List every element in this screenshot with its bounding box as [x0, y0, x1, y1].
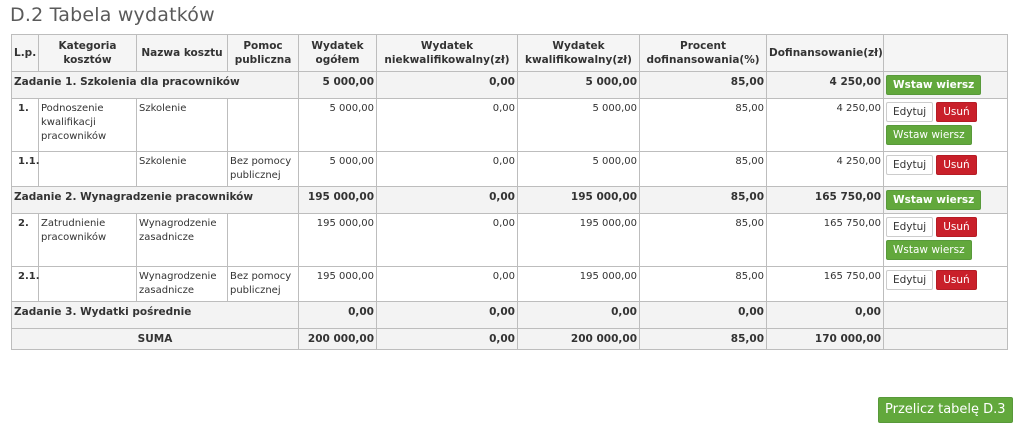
row-actions: [884, 99, 1008, 152]
header-percent: Procent dofinansowania(%): [640, 35, 767, 72]
row-total: 5 000,00: [299, 99, 377, 152]
header-category: Kategoria kosztów: [39, 35, 137, 72]
row-aid: Bez pomocy publicznej: [228, 267, 299, 302]
row-funding: 4 250,00: [767, 152, 884, 187]
header-lp: L.p.: [12, 35, 39, 72]
header-funding: Dofinansowanie(zł): [767, 35, 884, 72]
table-row: [12, 152, 1008, 187]
page-title: D.2 Tabela wydatków: [10, 4, 215, 26]
row-eligible: 195 000,00: [518, 214, 640, 267]
task-noneligible: 0,00: [377, 187, 518, 214]
row-category: [39, 152, 137, 187]
task-eligible: 0,00: [518, 302, 640, 329]
row-noneligible: 0,00: [377, 214, 518, 267]
table-header-row: [12, 35, 1008, 72]
row-name: Szkolenie: [137, 152, 228, 187]
task-row: [12, 187, 1008, 214]
row-funding: 165 750,00: [767, 267, 884, 302]
task-row: [12, 302, 1008, 329]
row-category: [39, 267, 137, 302]
row-name: Wynagrodzenie zasadnicze: [137, 214, 228, 267]
header-noneligible: Wydatek niekwalifikowalny(zł): [377, 35, 518, 72]
row-total: 195 000,00: [299, 267, 377, 302]
delete-button[interactable]: Usuń: [936, 270, 976, 290]
row-lp: 1.1.: [12, 152, 39, 187]
row-category: Zatrudnienie pracowników: [39, 214, 137, 267]
table-row: [12, 214, 1008, 267]
task-percent: 85,00: [640, 187, 767, 214]
delete-button[interactable]: Usuń: [936, 102, 976, 122]
task-total: 5 000,00: [299, 72, 377, 99]
sum-noneligible: 0,00: [377, 329, 518, 350]
task-actions: [884, 302, 1008, 329]
task-noneligible: 0,00: [377, 72, 518, 99]
row-eligible: 5 000,00: [518, 152, 640, 187]
header-actions: [884, 35, 1008, 72]
edit-button[interactable]: Edytuj: [886, 217, 933, 237]
recalculate-table-button[interactable]: Przelicz tabelę D.3: [878, 397, 1013, 423]
expense-table: [11, 34, 1008, 350]
row-percent: 85,00: [640, 152, 767, 187]
task-eligible: 195 000,00: [518, 187, 640, 214]
row-actions: [884, 214, 1008, 267]
insert-row-button[interactable]: Wstaw wiersz: [886, 75, 981, 95]
task-actions: [884, 72, 1008, 99]
task-row: [12, 72, 1008, 99]
row-name: Wynagrodzenie zasadnicze: [137, 267, 228, 302]
task-percent: 85,00: [640, 72, 767, 99]
row-lp: 1.: [12, 99, 39, 152]
edit-button[interactable]: Edytuj: [886, 270, 933, 290]
header-total: Wydatek ogółem: [299, 35, 377, 72]
row-aid: [228, 99, 299, 152]
table-row: [12, 267, 1008, 302]
row-noneligible: 0,00: [377, 99, 518, 152]
sum-funding: 170 000,00: [767, 329, 884, 350]
edit-button[interactable]: Edytuj: [886, 102, 933, 122]
row-funding: 4 250,00: [767, 99, 884, 152]
sum-eligible: 200 000,00: [518, 329, 640, 350]
row-total: 195 000,00: [299, 214, 377, 267]
row-percent: 85,00: [640, 99, 767, 152]
row-actions: [884, 267, 1008, 302]
row-eligible: 5 000,00: [518, 99, 640, 152]
row-name: Szkolenie: [137, 99, 228, 152]
row-total: 5 000,00: [299, 152, 377, 187]
task-eligible: 5 000,00: [518, 72, 640, 99]
sum-actions: [884, 329, 1008, 350]
sum-percent: 85,00: [640, 329, 767, 350]
row-noneligible: 0,00: [377, 152, 518, 187]
row-funding: 165 750,00: [767, 214, 884, 267]
sum-total: 200 000,00: [299, 329, 377, 350]
task-actions: [884, 187, 1008, 214]
insert-row-button[interactable]: Wstaw wiersz: [886, 240, 972, 260]
row-category: Podnoszenie kwalifikacji pracowników: [39, 99, 137, 152]
row-lp: 2.1.: [12, 267, 39, 302]
task-noneligible: 0,00: [377, 302, 518, 329]
sum-row: [12, 329, 1008, 350]
row-aid: [228, 214, 299, 267]
sum-label: SUMA: [12, 329, 299, 350]
task-percent: 0,00: [640, 302, 767, 329]
row-lp: 2.: [12, 214, 39, 267]
table-row: [12, 99, 1008, 152]
row-aid: Bez pomocy publicznej: [228, 152, 299, 187]
header-eligible: Wydatek kwalifikowalny(zł): [518, 35, 640, 72]
delete-button[interactable]: Usuń: [936, 155, 976, 175]
row-actions: [884, 152, 1008, 187]
task-funding: 0,00: [767, 302, 884, 329]
task-total: 195 000,00: [299, 187, 377, 214]
task-title: Zadanie 1. Szkolenia dla pracowników: [12, 72, 299, 99]
task-title: Zadanie 3. Wydatki pośrednie: [12, 302, 299, 329]
insert-row-button[interactable]: Wstaw wiersz: [886, 125, 972, 145]
task-total: 0,00: [299, 302, 377, 329]
task-funding: 165 750,00: [767, 187, 884, 214]
task-funding: 4 250,00: [767, 72, 884, 99]
delete-button[interactable]: Usuń: [936, 217, 976, 237]
insert-row-button[interactable]: Wstaw wiersz: [886, 190, 981, 210]
row-percent: 85,00: [640, 214, 767, 267]
edit-button[interactable]: Edytuj: [886, 155, 933, 175]
row-percent: 85,00: [640, 267, 767, 302]
header-name: Nazwa kosztu: [137, 35, 228, 72]
row-noneligible: 0,00: [377, 267, 518, 302]
header-aid: Pomoc publiczna: [228, 35, 299, 72]
row-eligible: 195 000,00: [518, 267, 640, 302]
task-title: Zadanie 2. Wynagradzenie pracowników: [12, 187, 299, 214]
